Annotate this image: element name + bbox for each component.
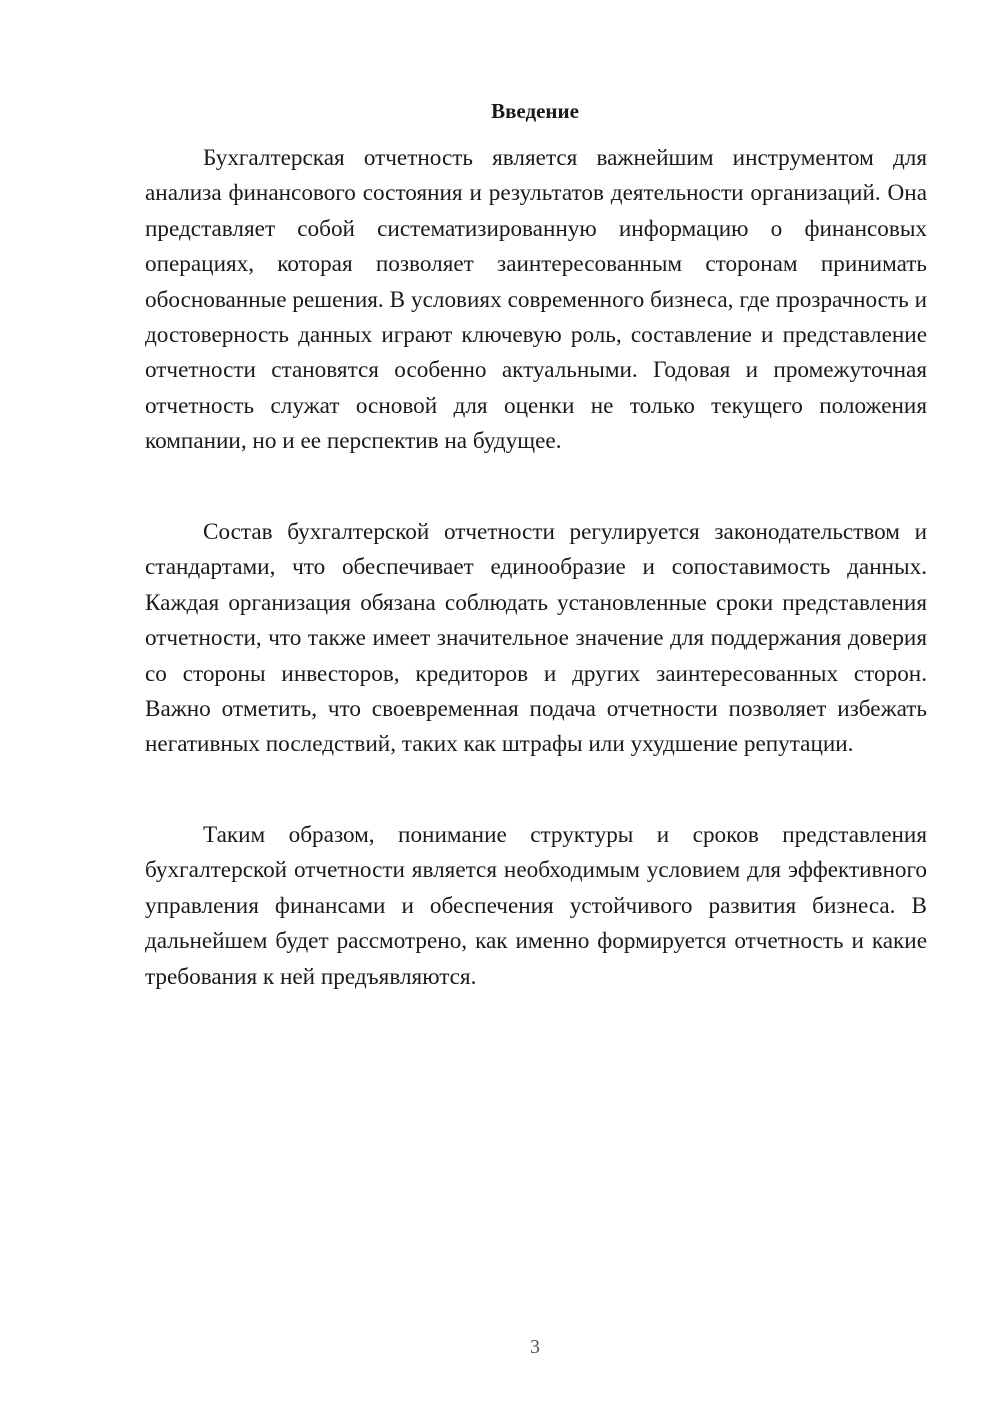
paragraph-2: Состав бухгалтерской отчетности регулируется законодательством и стандартами, что обеспечивает единообразие и сопоставимость данных. Каждая организация обязана соблюдать установленные сроки представления отчетности, что также имеет значительное значение для поддержания доверия со стороны инвесторов, кредиторов и других заинтересованных сторон. Важно отметить, что своевременная подача отчетности позволяет избежать негативных последствий, таких как штрафы или ухудшение репутации.: [145, 519, 927, 758]
paragraph-1: Бухгалтерская отчетность является важнейшим инструментом для анализа финансового состояния и результатов деятельности организаций. Она представляет собой систематизированную информацию о финансовых операциях, которая позволяет заинтересованным сторонам принимать обоснованные решения. В условиях современного бизнеса, где прозрачность и достоверность данных играют ключевую роль, составление и представление отчетности становятся особенно актуальными. Годовая и промежуточная отчетность служат основой для оценки не только текущего положения компании, но и ее перспектив на будущее.: [145, 145, 927, 455]
paragraph-3-block: [145, 818, 927, 995]
page-title: Введение: [491, 99, 579, 123]
page-number: 3: [530, 1336, 540, 1358]
paragraph-2-block: [145, 515, 927, 763]
paragraph-1-block: [145, 141, 927, 460]
paragraph-3: Таким образом, понимание структуры и сроков представления бухгалтерской отчетности является необходимым условием для эффективного управления финансами и обеспечения устойчивого развития бизнеса. В дальнейшем будет рассмотрено, как именно формируется отчетность и какие требования к ней предъявляются.: [145, 822, 927, 990]
